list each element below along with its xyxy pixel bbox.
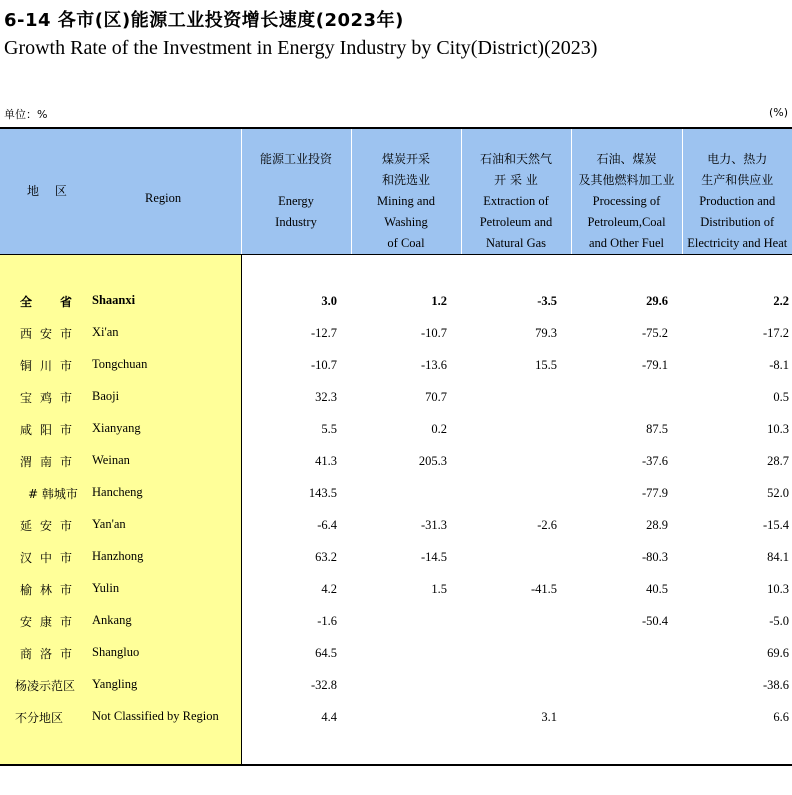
value-cell [461, 413, 571, 445]
value-cell: 1.5 [431, 581, 447, 596]
spacer-cell [0, 733, 241, 765]
column-header-en-line: Mining and [377, 194, 435, 208]
spacer-cell [351, 255, 461, 286]
value-cell: -8.1 [769, 357, 789, 372]
region-column-header [0, 128, 241, 255]
value-cell [461, 381, 571, 413]
value-cell: -31.3 [420, 517, 447, 532]
region-name-en: Shaanxi [92, 293, 136, 307]
value-cell: 205.3 [418, 453, 447, 468]
value-cell: 4.4 [321, 709, 337, 724]
table-body [0, 255, 792, 766]
column-header-cn-line: 及其他燃料加工业 [578, 173, 675, 187]
value-cell: 28.9 [646, 517, 668, 532]
region-name-cn: 咸阳市 [20, 423, 72, 437]
region-name-cn: 全 省 [20, 295, 72, 309]
column-header-cn-line: 石油、煤炭 [596, 152, 657, 166]
column-header-en-line: Industry [275, 215, 317, 229]
value-cell: 2.2 [773, 293, 789, 308]
table-row [0, 669, 792, 701]
region-name-cn: 渭南市 [20, 455, 72, 469]
region-header-en: Region [145, 191, 182, 205]
column-header-cn-line: 能源工业投资 [259, 152, 332, 166]
value-cell: 0.2 [431, 421, 447, 436]
value-cell: -17.2 [762, 325, 789, 340]
value-cell: -80.3 [641, 549, 668, 564]
spacer-cell [682, 255, 792, 286]
region-name-en: Yangling [92, 677, 138, 691]
value-cell [571, 381, 682, 413]
spacer-cell [461, 255, 571, 286]
table-row [0, 413, 792, 445]
region-cell [0, 637, 241, 669]
value-cell [461, 445, 571, 477]
value-cell: -13.6 [420, 357, 447, 372]
column-header-cn-line: 电力、热力 [707, 152, 768, 166]
value-cell: 15.5 [535, 357, 557, 372]
value-cell: -10.7 [310, 357, 337, 372]
region-header-cn: 地 区 [27, 184, 73, 198]
value-cell: -6.4 [317, 517, 337, 532]
value-cell: 4.2 [321, 581, 337, 596]
table-row [0, 605, 792, 637]
value-cell: 87.5 [646, 421, 668, 436]
spacer-cell [351, 733, 461, 765]
value-cell: -75.2 [641, 325, 668, 340]
region-cell [0, 669, 241, 701]
region-cell [0, 285, 241, 317]
unit-label-en: (%) [768, 106, 788, 119]
value-cell: 63.2 [315, 549, 337, 564]
table-row [0, 285, 792, 317]
region-name-en: Weinan [92, 453, 130, 467]
column-header-en-line: Petroleum and [479, 215, 553, 229]
value-cell [571, 669, 682, 701]
region-name-en: Shangluo [92, 645, 140, 659]
table-row [0, 701, 792, 733]
column-header-cn-line: 石油和天然气 [479, 152, 552, 166]
value-cell: 70.7 [425, 389, 447, 404]
column-header-en-line: Distribution of [700, 215, 775, 229]
spacer-cell [571, 733, 682, 765]
value-cell: 64.5 [315, 645, 337, 660]
region-name-en: Hanzhong [92, 549, 144, 563]
region-name-cn: 不分地区 [15, 711, 64, 725]
table-row [0, 637, 792, 669]
value-cell: 6.6 [773, 709, 789, 724]
value-cell: -37.6 [641, 453, 668, 468]
region-cell [0, 509, 241, 541]
value-cell [461, 637, 571, 669]
value-cell: 79.3 [535, 325, 557, 340]
region-cell [0, 381, 241, 413]
column-header-en-line: Energy [278, 194, 314, 208]
region-name-cn: 铜川市 [20, 359, 72, 373]
table-header [0, 128, 792, 255]
region-cell [0, 541, 241, 573]
table-row [0, 477, 792, 509]
value-cell [351, 477, 461, 509]
region-name-cn: 汉中市 [20, 551, 72, 565]
column-header-en-line: of Coal [387, 236, 425, 250]
region-cell [0, 349, 241, 381]
column-header-en-line: Extraction of [483, 194, 549, 208]
column-header-en-line: Processing of [592, 194, 661, 208]
region-name-en: Yan'an [92, 517, 126, 531]
region-cell [0, 573, 241, 605]
value-cell: 143.5 [308, 485, 337, 500]
value-cell: -41.5 [530, 581, 557, 596]
value-cell [351, 701, 461, 733]
column-header-en-line: Washing [384, 215, 428, 229]
value-cell [351, 605, 461, 637]
spacer-cell [571, 255, 682, 286]
column-header-en-line: Natural Gas [485, 236, 547, 250]
region-name-en: Not Classified by Region [92, 709, 219, 723]
value-cell: 1.2 [431, 293, 447, 308]
value-cell: -2.6 [537, 517, 557, 532]
table-row [0, 573, 792, 605]
spacer-cell [461, 733, 571, 765]
value-cell: -14.5 [420, 549, 447, 564]
value-cell: 10.3 [767, 581, 789, 596]
region-name-cn: 商洛市 [20, 647, 72, 661]
spacer-cell [241, 255, 351, 286]
value-cell [571, 637, 682, 669]
column-header-1 [241, 128, 351, 255]
region-name-en: Xi'an [92, 325, 119, 339]
region-name-en: Yulin [92, 581, 120, 595]
spacer-cell [0, 255, 241, 286]
region-name-cn: 延安市 [20, 519, 72, 533]
column-header-3 [461, 128, 571, 255]
region-cell [0, 413, 241, 445]
region-cell [0, 701, 241, 733]
column-header-cn-line: 开 采 业 [494, 173, 538, 187]
unit-label-cn: 单位：% [4, 108, 48, 121]
value-cell [461, 669, 571, 701]
value-cell: -3.5 [537, 293, 557, 308]
value-cell: 84.1 [767, 549, 789, 564]
region-name-en: Ankang [92, 613, 132, 627]
value-cell: 32.3 [315, 389, 337, 404]
value-cell: -79.1 [641, 357, 668, 372]
region-name-en: Baoji [92, 389, 120, 403]
table-row [0, 445, 792, 477]
column-header-cn-line: 生产和供应业 [701, 173, 774, 187]
value-cell: -77.9 [641, 485, 668, 500]
value-cell: 29.6 [646, 293, 668, 308]
value-cell: -15.4 [762, 517, 789, 532]
region-name-cn: 安康市 [20, 615, 72, 629]
spacer-cell [241, 733, 351, 765]
value-cell [351, 637, 461, 669]
column-header-cn-line: 煤炭开采 [381, 152, 430, 166]
table-title-en: Growth Rate of the Investment in Energy Industry by City(District)(2023) [4, 37, 598, 59]
region-name-cn: 西安市 [20, 327, 72, 341]
value-cell: 41.3 [315, 453, 337, 468]
energy-investment-table [0, 127, 792, 766]
value-cell: -1.6 [317, 613, 337, 628]
column-header-5 [682, 128, 792, 255]
value-cell: 52.0 [767, 485, 789, 500]
value-cell: 10.3 [767, 421, 789, 436]
column-header-en-line: and Other Fuel [589, 236, 664, 250]
region-name-cn: 杨凌示范区 [15, 679, 76, 693]
table-row [0, 541, 792, 573]
value-cell: -12.7 [310, 325, 337, 340]
value-cell: -50.4 [641, 613, 668, 628]
region-name-en: Hancheng [92, 485, 143, 499]
value-cell: 40.5 [646, 581, 668, 596]
value-cell [461, 605, 571, 637]
region-cell [0, 605, 241, 637]
column-header-4 [571, 128, 682, 255]
table-row [0, 349, 792, 381]
region-name-en: Tongchuan [92, 357, 148, 371]
value-cell: 3.0 [321, 293, 337, 308]
value-cell [461, 477, 571, 509]
region-name-cn: # 韩城市 [28, 487, 78, 501]
column-header-en-line: Production and [699, 194, 776, 208]
spacer-cell [682, 733, 792, 765]
region-name-cn: 宝鸡市 [20, 391, 72, 405]
table-row [0, 317, 792, 349]
value-cell: -38.6 [762, 677, 789, 692]
value-cell [571, 701, 682, 733]
value-cell [351, 669, 461, 701]
region-name-cn: 榆林市 [20, 583, 72, 597]
value-cell: 5.5 [321, 421, 337, 436]
region-cell [0, 317, 241, 349]
column-header-2 [351, 128, 461, 255]
value-cell: -10.7 [420, 325, 447, 340]
table-row [0, 509, 792, 541]
value-cell: -32.8 [310, 677, 337, 692]
value-cell: 3.1 [541, 709, 557, 724]
region-cell [0, 477, 241, 509]
value-cell: 28.7 [767, 453, 789, 468]
value-cell: 0.5 [773, 389, 789, 404]
column-header-en-line: Petroleum,Coal [587, 215, 666, 229]
table-title-cn: 6-14 各市(区)能源工业投资增长速度(2023年) [4, 10, 404, 31]
column-header-en-line: Electricity and Heat [687, 236, 788, 250]
region-cell [0, 445, 241, 477]
value-cell: 69.6 [767, 645, 789, 660]
value-cell: -5.0 [769, 613, 789, 628]
column-header-cn-line: 和洗选业 [381, 173, 430, 187]
value-cell [461, 541, 571, 573]
region-name-en: Xianyang [92, 421, 141, 435]
table-row [0, 381, 792, 413]
